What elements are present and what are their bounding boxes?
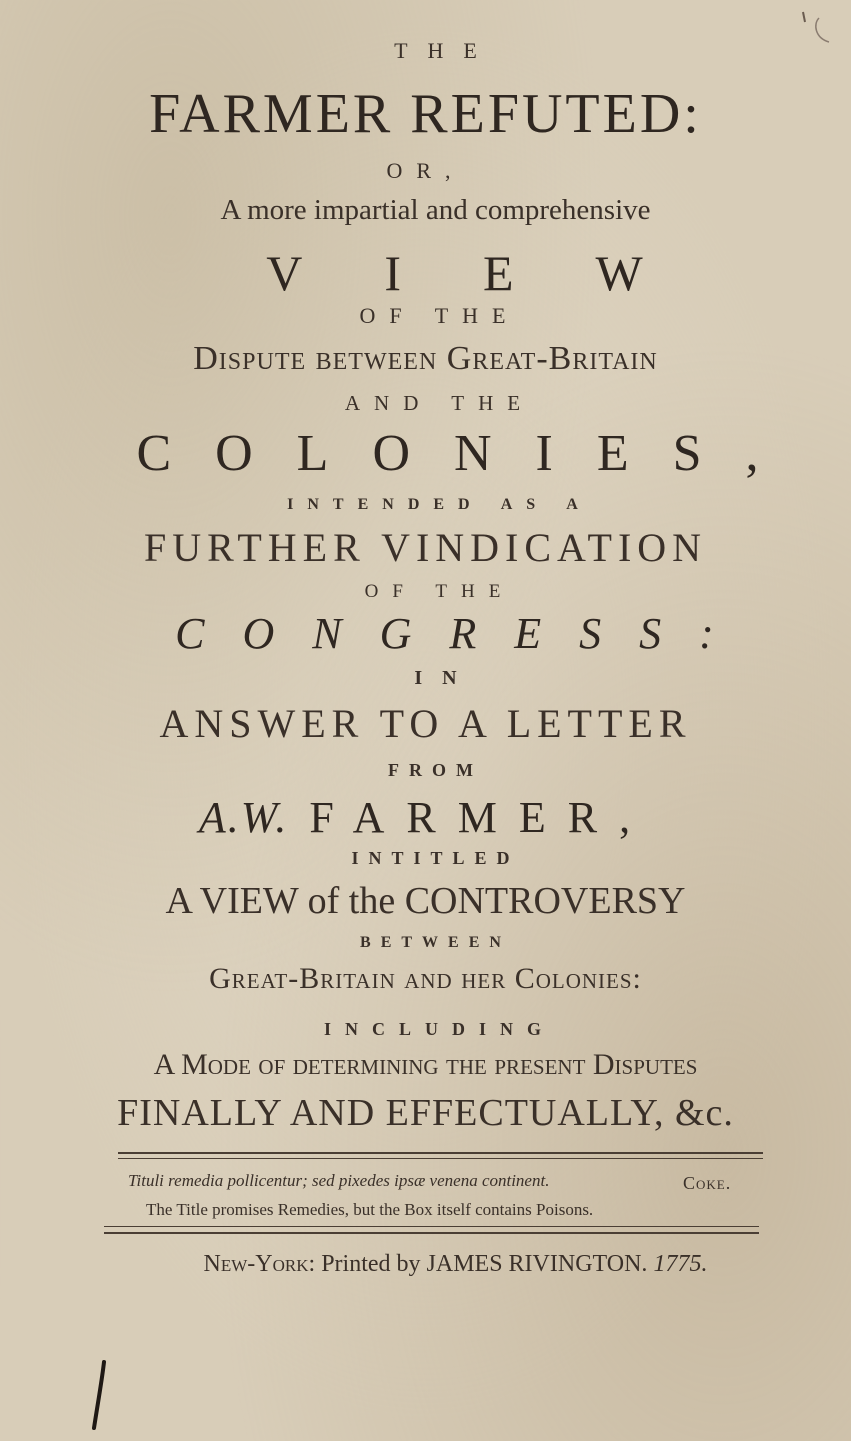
imprint (0, 1252, 851, 1276)
title-including: INCLUDING (323, 1019, 555, 1039)
imprint-printed-by: Printed by JAMES RIVINGTON. (321, 1251, 648, 1277)
title-congress: CONGRESS: (175, 609, 752, 658)
rule-top (118, 1152, 763, 1154)
title-colonies: COLONIES, (136, 425, 803, 482)
rule-bottom (104, 1232, 759, 1234)
title-mode-line: A Mode of determining the present Disputes (153, 1048, 698, 1081)
title-subtitle: A more impartial and comprehensive (220, 194, 651, 226)
title-in: IN (414, 667, 477, 689)
title-further-vindication: FURTHER VINDICATION (143, 525, 708, 570)
title-view-of-controversy: A VIEW of the CONTROVERSY (165, 880, 686, 922)
title-answer-to-a-letter: ANSWER TO A LETTER (159, 701, 692, 746)
pen-stroke-mark (88, 1360, 112, 1430)
title-of-the-1: OF THE (359, 303, 520, 328)
title-of-the-2: OF THE (364, 581, 515, 602)
author-initials: A.W. (198, 793, 289, 842)
title-from: FROM (388, 760, 483, 780)
imprint-place: New-York: (203, 1251, 316, 1277)
epigraph-attribution: Coke. (683, 1173, 732, 1193)
epigraph-latin: Tituli remedia pollicentur; sed pixedes ipsæ venena continent. (128, 1171, 550, 1190)
title-intitled: INTITLED (351, 848, 520, 868)
title-or: OR, (386, 158, 465, 183)
rule-bottom-inner (104, 1226, 759, 1227)
title-intended-as-a: INTENDED AS A (287, 496, 592, 513)
main-title: FARMER REFUTED: (149, 83, 702, 145)
title-great-britain-colonies: Great-Britain and her Colonies: (209, 962, 642, 995)
imprint-year: 1775. (653, 1251, 708, 1277)
title-dispute: Dispute between Great-Britain (193, 340, 658, 377)
author-farmer: FARMER, (309, 793, 653, 842)
title-between: BETWEEN (360, 934, 511, 951)
rule-top-inner (118, 1158, 763, 1159)
title-view: VIEW (266, 245, 725, 301)
title-the: THE (394, 38, 497, 63)
title-finally-line: FINALLY AND EFFECTUALLY, &c. (117, 1092, 734, 1134)
title-author (0, 793, 851, 842)
corner-pencil-mark (795, 8, 835, 48)
title-and-the: AND THE (344, 391, 535, 415)
epigraph-english: The Title promises Remedies, but the Box itself contains Poisons. (146, 1200, 594, 1219)
